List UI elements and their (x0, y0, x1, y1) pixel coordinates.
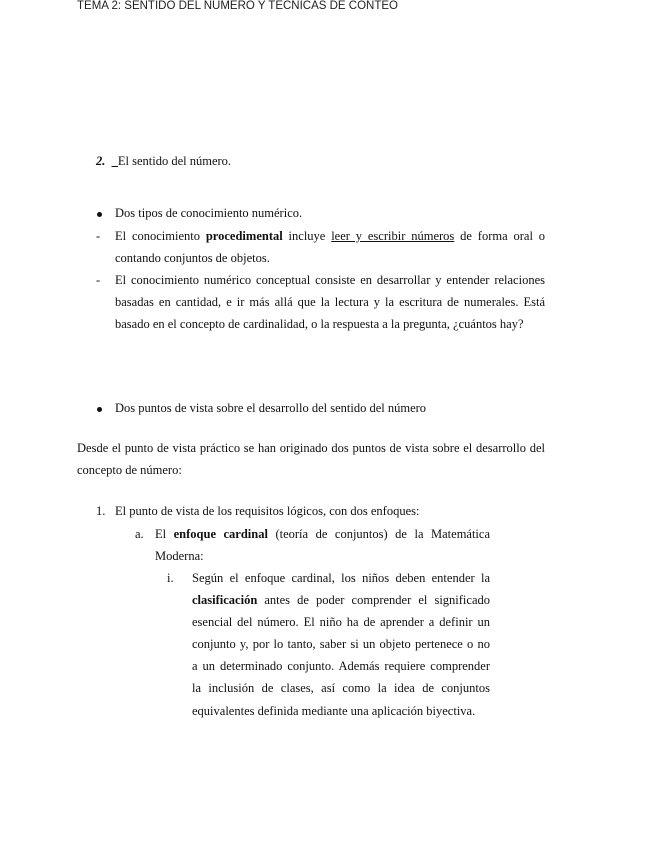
text-span: incluye (282, 229, 332, 243)
dash-item-line: contando conjuntos de objetos. (115, 251, 270, 265)
subsublist-line: equivalentes definida mediante una aplicación biyectiva. (192, 704, 476, 718)
subsublist-line: esencial del número. El niño ha de aprender a definir un (192, 615, 490, 629)
list-item-text: El punto de vista de los requisitos lógicos, con dos enfoques: (115, 504, 420, 518)
paragraph-line: concepto de número: (77, 463, 182, 477)
text-span: antes de poder comprender el significado (257, 593, 490, 607)
bullet-text: Dos puntos de vista sobre el desarrollo del sentido del número (115, 401, 427, 415)
dash-marker: - (96, 273, 101, 287)
bullet-icon (97, 212, 102, 217)
subsublist-line: la inclusión de clases, así como la idea de conjuntos (192, 681, 490, 695)
bold-term: clasificación (192, 593, 258, 607)
bullet-text: Dos tipos de conocimiento numérico. (115, 206, 303, 220)
bullet-icon (97, 407, 102, 412)
list-number: 1. (96, 504, 106, 518)
section-mark: _ (111, 154, 118, 168)
text-span: El conocimiento (115, 229, 206, 243)
page-header: TEMA 2: SENTIDO DEL NÚMERO Y TÉCNICAS DE CONTEO (77, 0, 398, 12)
subsublist-line: Según el enfoque cardinal, los niños deben entender la (192, 571, 490, 585)
paragraph-line: Desde el punto de vista práctico se han originado dos puntos de vista sobre el desarrollo del (77, 441, 545, 455)
section-title: El sentido del número. (117, 154, 232, 168)
subsublist-line: conjunto y, por lo tanto, saber si un objeto pertenece o no (192, 637, 490, 651)
bold-term: enfoque cardinal (173, 527, 268, 541)
dash-item-line: basado en el concepto de cardinalidad, o la respuesta a la pregunta, ¿cuántos hay? (115, 317, 524, 331)
text-span: de forma oral o (454, 229, 546, 243)
dash-item-line: El conocimiento numérico conceptual consiste en desarrollar y entender relaciones (115, 273, 545, 287)
sublist-line (155, 527, 490, 542)
sublist-line: Moderna: (155, 549, 204, 563)
text-span: (teoría de conjuntos) de la Matemática (267, 527, 491, 541)
dash-item-line: basadas en cantidad, e ir más allá que la lectura y la escritura de numerales. Está (115, 295, 545, 309)
subsublist-line (192, 593, 490, 608)
sublist-label: a. (135, 527, 144, 541)
underlined-term: leer y escribir números (331, 229, 455, 243)
section-number: 2. (96, 154, 106, 168)
dash-marker: - (96, 229, 101, 243)
dash-item-line (115, 229, 545, 244)
subsublist-line: a un determinado conjunto. Además requiere comprender (192, 659, 490, 673)
text-span: El (155, 527, 174, 541)
subsublist-label: i. (167, 571, 174, 585)
section-heading (96, 154, 231, 169)
bold-term: procedimental (205, 229, 283, 243)
